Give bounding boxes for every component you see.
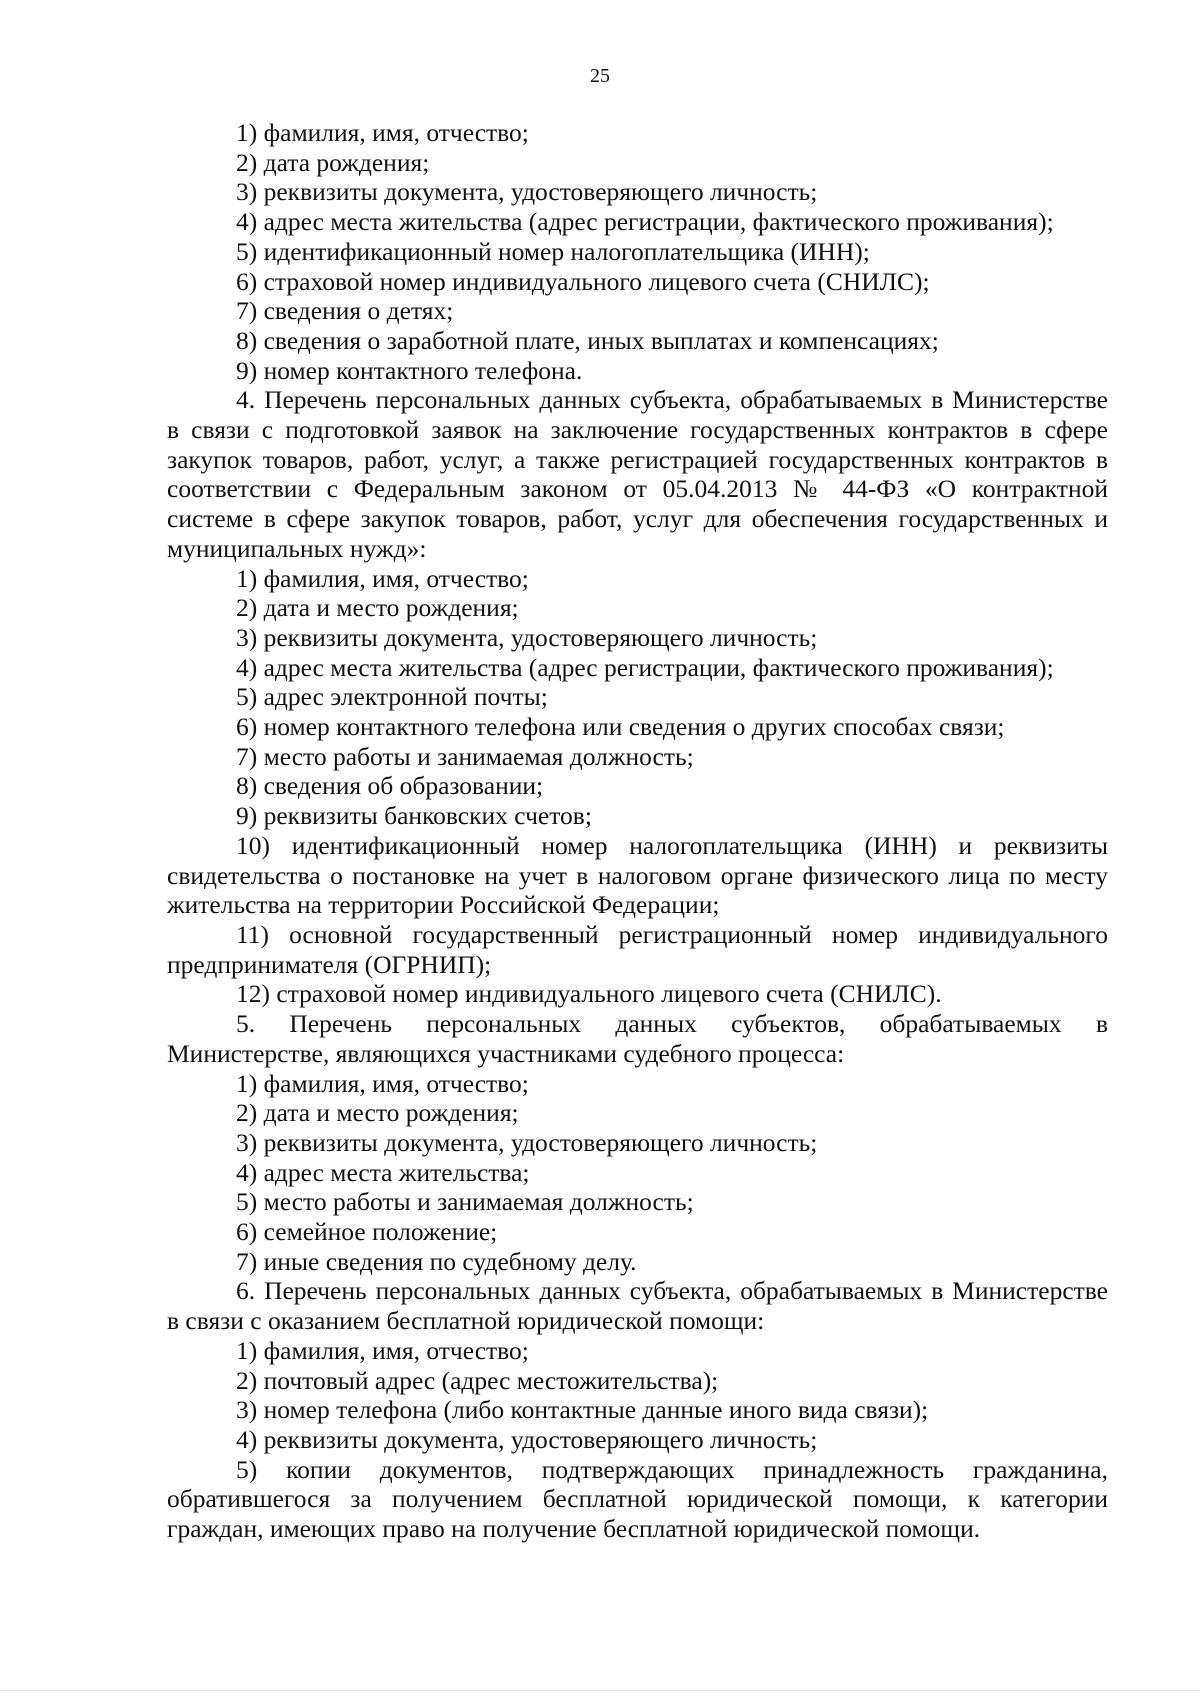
text-line: 9) номер контактного телефона.: [236, 355, 583, 385]
text-line: 7) место работы и занимаемая должность;: [236, 741, 694, 771]
text-line: Министерстве, являющихся участниками судебного процесса:: [167, 1038, 845, 1068]
text-line: 11) основной государственный регистрационный номер индивидуального: [236, 919, 1108, 949]
text-line: 6. Перечень персональных данных субъекта, обрабатываемых в Министерстве: [236, 1276, 1108, 1306]
text-line: 3) реквизиты документа, удостоверяющего личность;: [236, 622, 818, 652]
text-line: 8) сведения о заработной плате, иных выплатах и компенсациях;: [236, 325, 939, 355]
text-line: 1) фамилия, имя, отчество;: [236, 1335, 529, 1365]
text-line: 6) номер контактного телефона или сведения о других способах связи;: [236, 712, 1005, 742]
text-line: 5. Перечень персональных данных субъектов, обрабатываемых в: [236, 1009, 1108, 1039]
text-line: 4) адрес места жительства (адрес регистрации, фактического проживания);: [236, 207, 1054, 237]
text-line: 3) реквизиты документа, удостоверяющего личность;: [236, 177, 818, 207]
text-line: 5) идентификационный номер налогоплательщика (ИНН);: [236, 236, 870, 266]
text-line: предпринимателя (ОГРНИП);: [167, 949, 492, 979]
text-line: 4. Перечень персональных данных субъекта, обрабатываемых в Министерстве: [236, 385, 1108, 415]
text-line: 12) страховой номер индивидуального лицевого счета (СНИЛС).: [236, 979, 942, 1009]
text-line: 1) фамилия, имя, отчество;: [236, 1068, 529, 1098]
text-line: 3) реквизиты документа, удостоверяющего личность;: [236, 1127, 818, 1157]
text-line: 4) адрес места жительства;: [236, 1157, 530, 1187]
text-line: в связи с оказанием бесплатной юридической помощи:: [167, 1306, 765, 1336]
text-line: закупок товаров, работ, услуг, а также регистрацией государственных контрактов в: [167, 444, 1108, 474]
text-line: соответствии с Федеральным законом от 05.04.2013 № 44-ФЗ «О контрактной: [167, 474, 1108, 504]
text-line: в связи с подготовкой заявок на заключение государственных контрактов в сфере: [167, 415, 1108, 445]
text-line: 9) реквизиты банковских счетов;: [236, 801, 592, 831]
text-line: системе в сфере закупок товаров, работ, услуг для обеспечения государственных и: [167, 504, 1108, 534]
text-line: 2) почтовый адрес (адрес местожительства);: [236, 1365, 719, 1395]
text-line: 2) дата и место рождения;: [236, 593, 519, 623]
text-line: 10) идентификационный номер налогоплательщика (ИНН) и реквизиты: [236, 830, 1108, 860]
text-line: 3) номер телефона (либо контактные данные иного вида связи);: [236, 1395, 929, 1425]
text-line: 4) адрес места жительства (адрес регистрации, фактического проживания);: [236, 652, 1054, 682]
text-line: 5) копии документов, подтверждающих принадлежность гражданина,: [236, 1454, 1108, 1484]
text-line: 1) фамилия, имя, отчество;: [236, 563, 529, 593]
text-line: 8) сведения об образовании;: [236, 771, 544, 801]
text-line: 7) иные сведения по судебному делу.: [236, 1246, 637, 1276]
text-line: граждан, имеющих право на получение бесплатной юридической помощи.: [167, 1514, 981, 1544]
text-line: свидетельства о постановке на учет в налоговом органе физического лица по месту: [167, 860, 1108, 890]
text-line: обратившегося за получением бесплатной юридической помощи, к категории: [167, 1484, 1108, 1514]
text-line: 5) адрес электронной почты;: [236, 682, 548, 712]
text-line: 7) сведения о детях;: [236, 296, 454, 326]
text-line: 2) дата и место рождения;: [236, 1098, 519, 1128]
text-line: муниципальных нужд»:: [167, 533, 427, 563]
text-line: 2) дата рождения;: [236, 147, 430, 177]
text-line: 4) реквизиты документа, удостоверяющего личность;: [236, 1424, 818, 1454]
text-line: 6) семейное положение;: [236, 1217, 498, 1247]
text-line: жительства на территории Российской Федерации;: [167, 890, 720, 920]
text-line: 5) место работы и занимаемая должность;: [236, 1187, 694, 1217]
document-body: [167, 118, 1108, 1544]
text-line: 6) страховой номер индивидуального лицевого счета (СНИЛС);: [236, 266, 930, 296]
page-number: 25: [590, 65, 610, 87]
page-bottom-edge: [0, 1690, 1200, 1691]
text-line: 1) фамилия, имя, отчество;: [236, 118, 529, 147]
